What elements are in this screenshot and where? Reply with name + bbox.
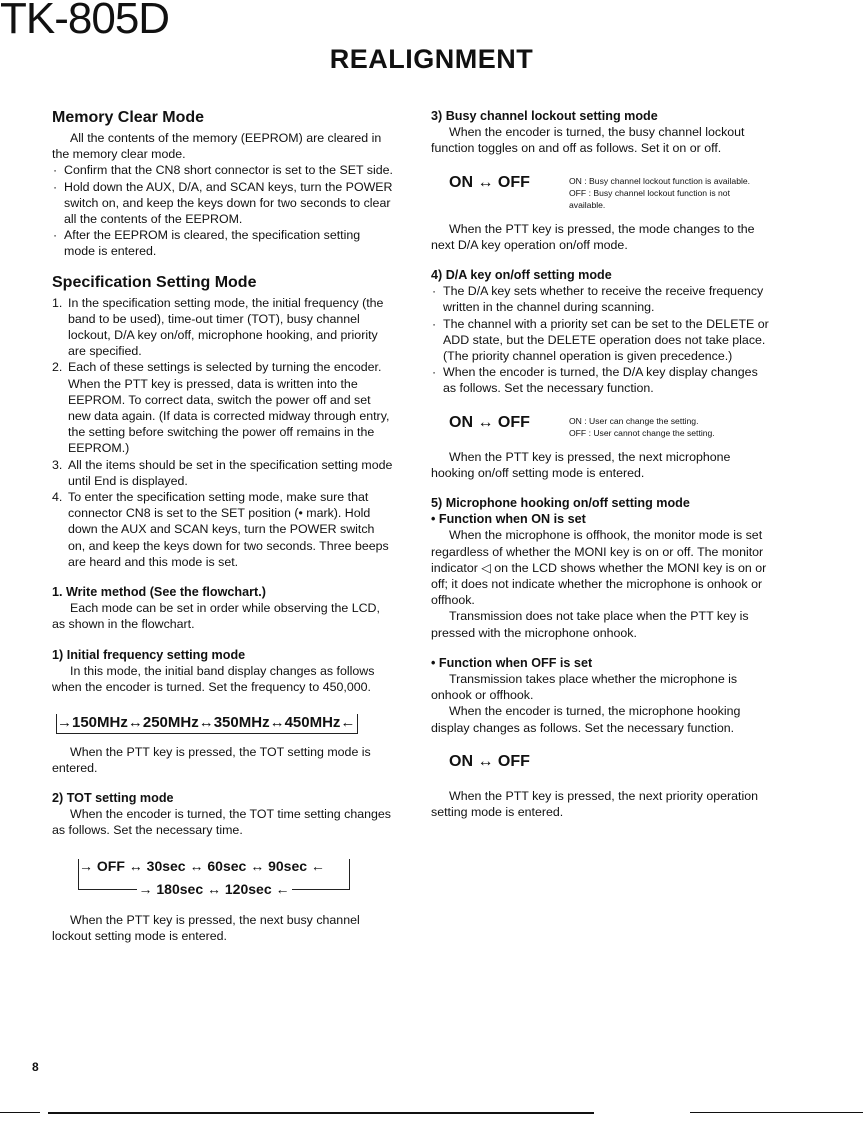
mic-onoff: ON ↔ OFF	[449, 752, 530, 770]
page-number: 8	[32, 1060, 39, 1074]
list-item: · After the EEPROM is cleared, the specification setting mode is entered.	[52, 227, 394, 259]
write-method-heading: 1. Write method (See the flowchart.)	[52, 585, 266, 600]
note: ON : User can change the setting.	[569, 415, 699, 426]
page-title: REALIGNMENT	[329, 44, 534, 74]
divider	[0, 1112, 40, 1113]
function-on-heading: • Function when ON is set	[431, 512, 586, 527]
model-number: TK-805D	[0, 0, 170, 43]
note: OFF : Busy channel lockout function is not available.	[569, 187, 730, 210]
paragraph: When the PTT key is pressed, the next microphone hooking on/off setting mode is entered.	[431, 449, 731, 480]
paragraph: When the encoder is turned, the TOT time setting changes as follows. Set the necessary time.	[52, 807, 391, 838]
paragraph: Transmission does not take place when the PTT key is pressed with the microphone onhook.	[431, 609, 749, 640]
list-item: · Hold down the AUX, D/A, and SCAN keys, turn the POWER switch on, and keep the keys down for two seconds to clear all the contents of the EEPROM.	[52, 179, 394, 228]
list-item: · The channel with a priority set can be set to the DELETE or ADD state, but the DELETE operation does not take place. (The priority channel operation is given precedence.)	[431, 316, 773, 365]
paragraph: In this mode, the initial band display changes as follows when the encoder is turned. Set the frequency to 450,000.	[52, 663, 375, 695]
list-item: 2. Each of these settings is selected by turning the encoder. When the PTT key is pressed, data is written into the EEPROM. To correct data, switch the power off and set new data again. (If data is corrected midway through entry, the setting before switching the power off remains in the EEPROM.)	[52, 360, 390, 456]
paragraph: When the PTT key is pressed, the next busy channel lockout setting mode is entered.	[52, 912, 360, 944]
paragraph: When the encoder is turned, the busy channel lockout function toggles on and off as follows. Set it on or off.	[431, 125, 745, 156]
paragraph: Transmission takes place whether the microphone is onhook or offhook.	[431, 672, 738, 703]
list-item: 1. In the specification setting mode, the initial frequency (the band to be used), time-out timer (TOT), busy channel lockout, D/A key on/off, microphone hooking, and priority are specified.	[52, 295, 384, 359]
initial-frequency-heading: 1) Initial frequency setting mode	[52, 647, 246, 662]
paragraph: All the contents of the memory (EEPROM) are cleared in the memory clear mode.	[52, 131, 382, 162]
divider	[690, 1112, 863, 1113]
paragraph: When the microphone is offhook, the monitor mode is set regardless of whether the MONI key is on or off. The monitor indicator ◁ on the LCD shows whether the MONI key is on or off; it does not indicate whether the microphone is onhook or offhook.	[431, 528, 767, 608]
paragraph: When the PTT key is pressed, the next priority operation setting mode is entered.	[431, 789, 758, 820]
busy-onoff-block	[449, 175, 773, 211]
frequency-sequence: →150MHz↔250MHz↔350MHz↔450MHz←	[56, 715, 394, 731]
mic-hooking-heading: 5) Microphone hooking on/off setting mode	[431, 496, 690, 511]
note: ON : Busy channel lockout function is available.	[569, 175, 751, 186]
memory-clear-heading: Memory Clear Mode	[52, 109, 205, 126]
da-onoff: ON ↔ OFF	[449, 413, 530, 431]
left-column	[52, 108, 394, 944]
busy-channel-heading: 3) Busy channel lockout setting mode	[431, 109, 658, 123]
divider	[48, 1112, 594, 1114]
paragraph: When the encoder is turned, the microphone hooking display changes as follows. Set the necessary function.	[431, 704, 741, 735]
note: OFF : User cannot change the setting.	[569, 427, 715, 438]
list-item: 4. To enter the specification setting mode, make sure that connector CN8 is set to the SET position (• mark). Hold down the AUX and SCAN keys, turn the POWER switch on, and keep the keys down for two seconds. Three beeps are heard and this mode is set.	[52, 490, 389, 569]
spec-setting-heading: Specification Setting Mode	[52, 273, 257, 291]
tot-heading: 2) TOT setting mode	[52, 790, 174, 805]
paragraph: Each mode can be set in order while observing the LCD, as shown in the flowchart.	[52, 601, 380, 632]
list-item: 3. All the items should be set in the specification setting mode until End is displayed.	[52, 457, 393, 488]
list-item: · Confirm that the CN8 short connector is set to the SET side.	[52, 162, 394, 178]
paragraph: When the PTT key is pressed, the mode changes to the next D/A key operation on/off mode.	[431, 221, 755, 252]
da-onoff-block	[449, 415, 773, 439]
list-item: · The D/A key sets whether to receive the receive frequency written in the channel during scanning.	[431, 283, 773, 315]
da-key-heading: 4) D/A key on/off setting mode	[431, 268, 612, 283]
function-off-heading: • Function when OFF is set	[431, 655, 593, 670]
tot-sequence: → OFF ↔ 30sec ↔ 60sec ↔ 90sec ← → 180sec ↔ 120sec ←	[78, 859, 350, 890]
right-column	[431, 108, 773, 821]
paragraph: When the PTT key is pressed, the TOT setting mode is entered.	[52, 744, 371, 775]
busy-onoff: ON ↔ OFF	[449, 173, 530, 191]
list-item: · When the encoder is turned, the D/A key display changes as follows. Set the necessary function.	[431, 364, 773, 396]
